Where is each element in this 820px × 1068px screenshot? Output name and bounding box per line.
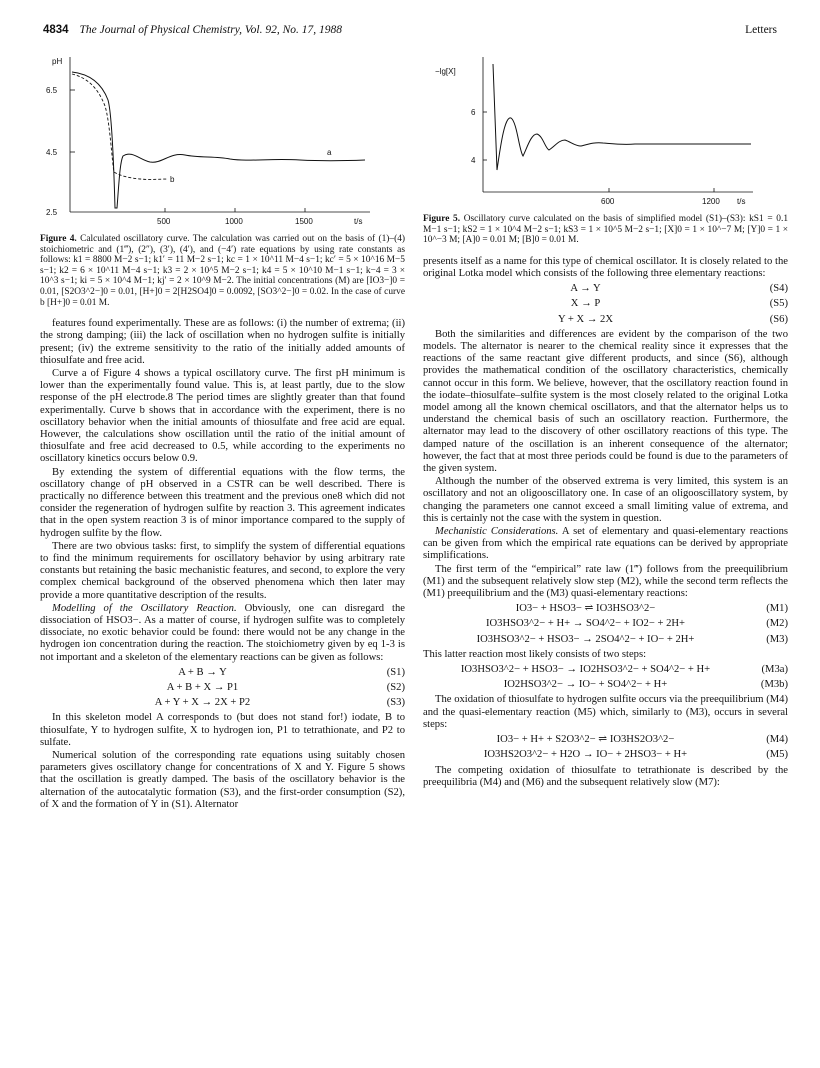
figure-4 [40, 52, 405, 308]
fig4-ytick-6.5: 6.5 [46, 86, 58, 95]
equation-S4: A → Y (S4) [570, 283, 788, 295]
left-paragraph-4: There are two obvious tasks: first, to simplify the system of differential equations to find the minimum requirements for oscillatory behavior by using arbitrary rate constants but retaining the basic mechanistic features, and second, to explore the very complex chemical background of the observed phenomena which then later may provide a more quantitative description of the results. [40, 540, 405, 601]
section-heading-modelling: Modelling of the Oscillatory Reaction. [52, 602, 237, 614]
right-paragraph-1: presents itself as a name for this type of chemical oscillator. It is closely related to the original Lotka model which consists of the following three elementary reactions: [423, 255, 788, 279]
fig4-xtick-1000: 1000 [225, 217, 243, 226]
fig5-ytick-6: 6 [471, 108, 476, 117]
figure-4-caption-text: Calculated oscillatory curve. The calculation was carried out on the basis of (1)–(4) stoichiometric and (1‴), (2″), (3′), (4′), and (−4′) rate equations by using rate constants as follows: k1 = 8800 M−2 s−1; k1′ = 11 M−2 s−1; kc = 1 × 10^11 M−4 s−1; kc′ = 5 × 10^16 M−5 s−1; k2 = 6 × 10^11 M−4 s−1; k3 = 2 × 10^5 M−2 s−1; k4 = 5 × 10^10 M−1 s−1; k−4 = 3 × 10^3 s−1; ki = 5 × 10^4 M−1; kj′ = 2 × 10^9 M−2. The initial concentrations (M) are [IO3−]0 = 0.01, [S2O3^2−]0 = 0.01, [H+]0 = 2[H2SO4]0 = 0.0092, [SO3^2−]0 = 0.02. In the case of curve b [H+]0 = 0.01 M. [40, 234, 406, 308]
figure-5-caption-label: Figure 5. [423, 214, 461, 224]
section-heading-mechanistic: Mechanistic Considerations. [435, 526, 559, 538]
equation-S1: A + B → Y (S1) [178, 666, 405, 678]
equation-M1: IO3− + HSO3− ⇌ IO3HSO3^2− (M1) [515, 603, 788, 615]
fig5-curve [493, 64, 751, 170]
fig5-xtick-1200: 1200 [702, 197, 720, 206]
equation-M4: IO3− + H+ + S2O3^2− ⇌ IO3HS2O3^2− (M4) [496, 734, 788, 746]
left-paragraph-7: Numerical solution of the corresponding rate equations using suitably chosen parameters gives oscillatory change for concentrations of X and Y. Figure 5 shows that the oscillation is greatly damped. The basis of the oscillatory behavior is the alternation of the autocatalytic formation (S3), and the first-order consumption (S2), of X and the formation of Y in (S1). Alternator [40, 750, 405, 810]
figure-5-caption-text: Oscillatory curve calculated on the basis of simplified model (S1)–(S3): kS1 = 0.1 M−1 s−1; kS2 = 1 × 10^4 M−2 s−1; kS3 = 1 × 10^5 M−2 s−1; [X]0 = 1 × 10^−7 M; [Y]0 = 1 × 10^−3 M; [A]0 = 0.01 M; [B]0 = 0.01 M. [423, 214, 789, 246]
equation-M3: IO3HSO3^2− + HSO3− → 2SO4^2− + IO− + 2H+ (M3) [476, 633, 788, 645]
fig4-ytick-2.5: 2.5 [46, 208, 58, 217]
fig4-curve-b [72, 74, 168, 179]
right-paragraph-3: Although the number of the observed extrema is very limited, this system is an oscillatory and not an oligooscillatory one. In case of an oligooscillatory system, by changing the parameters one cannot exceed a small limiting value of extrema, and this is certainly not the case with the system in question. [423, 476, 788, 524]
fig4-curve-a [72, 72, 365, 208]
left-paragraph-5: Modelling of the Oscillatory Reaction. Obviously, one can disregard the dissociation of HSO3−. As a matter of course, if hydrogen sulfite was to completely dissociate, no exotic behavior could be found: there would not be any change in the hydrogen ion concentration during the reaction. The stoichiometry given by eq 1-3 is not important and a skeleton of the elementary reactions can be given as follows: [40, 602, 405, 663]
left-paragraph-1: features found experimentally. These are as follows: (i) the number of extrema; (ii) the strong damping; (iii) the lack of oscillation when no hydrogen sulfite is initially present; (iv) the extreme sensitivity to the ratio of the initially added amounts of thiosulfate and free acid. [40, 318, 405, 366]
equation-S3: A + Y + X → 2X + P2 (S3) [154, 697, 405, 709]
figure-4-plot [40, 52, 405, 232]
figure-4-caption [40, 234, 405, 308]
equation-M3b: IO2HSO3^2− → IO− + SO4^2− + H+ (M3b) [503, 679, 788, 691]
left-paragraph-6: In this skeleton model A corresponds to (but does not stand for!) iodate, B to thiosulfate, Y to hydrogen sulfite, X to hydrogen ion, P1 to tetrathionate, and P2 to sulfate. [40, 712, 405, 748]
page-header [43, 24, 777, 40]
equation-M5: IO3HS2O3^2− + H2O → IO− + 2HSO3− + H+ (M5) [483, 749, 788, 761]
section-label: Letters [745, 24, 777, 36]
fig4-curve-b-label: b [170, 175, 175, 184]
fig5-xtick-600: 600 [601, 197, 615, 206]
fig4-xtick-1500: 1500 [295, 217, 313, 226]
equation-S2: A + B + X → P1 (S2) [166, 682, 405, 694]
equation-M3a: IO3HSO3^2− + HSO3− → IO2HSO3^2− + SO4^2− + H+ (M3a) [460, 664, 788, 676]
equation-S5: X → P (S5) [570, 298, 788, 310]
figure-5-plot [423, 52, 788, 212]
equation-S6: Y + X → 2X (S6) [557, 313, 788, 325]
fig4-xtick-500: 500 [157, 217, 171, 226]
fig5-ytick-4: 4 [471, 156, 476, 165]
right-paragraph-8: The competing oxidation of thiosulfate to tetrathionate is described by the preequilibria (M4) and (M6) and the subsequent relatively slow (M7): [423, 764, 788, 788]
equation-M2: IO3HSO3^2− + H+ → SO4^2− + IO2− + 2H+ (M2) [486, 618, 788, 630]
right-paragraph-5: The first term of the “empirical” rate law (1‴) follows from the preequilibrium (M1) and the subsequent relatively slow step (M2), while the second term reflects the (M1) preequilibrium and the (M3) quasi-elementary reactions: [423, 563, 788, 600]
fig5-ylabel: −lg[X] [435, 67, 456, 76]
left-paragraph-3: By extending the system of differential equations with the flow terms, the oscillatory change of pH observed in a CSTR can be well described. There is practically no difference between this treatment and the previous one8 which did not consider the regeneration of hydrogen sulfite by reaction 3. This agreement indicates that in the open system reaction 3 is of minor importance compared to the supply of hydrogen sulfite by the flow. [40, 466, 405, 539]
right-paragraph-4: Mechanistic Considerations. A set of elementary and quasi-elementary reactions can be given from which the empirical rate equations can be derived by appropriate simplifications. [423, 526, 788, 562]
fig4-ytick-4.5: 4.5 [46, 148, 58, 157]
figure-5 [423, 52, 788, 246]
right-paragraph-7: The oxidation of thiosulfate to hydrogen sulfite occurs via the preequilibrium (M4) and the quasi-elementary reaction (M5) which, similarly to (M3), occurs in several steps: [423, 694, 788, 730]
figure-4-caption-label: Figure 4. [40, 234, 77, 244]
right-paragraph-2: Both the similarities and differences are evident by the comparison of the two models. The alternator is nearer to the chemical reality since it expresses that the reactions of the same reactant give different products, and since (S6), although provides the mathematical condition of the oscillatory characteristics, chemically cannot occur in this form. We believe, however, that the oscillatory reaction found in the iodate–thiosulfate–sulfite system is the most closely related to the original Lotka model among all the known chemical oscillators, and that the alternator helps us to understand the chemical basis of such an oscillatory reaction. Furthermore, the alternator may lead to the discovery of other oscillatory reactions of this type. The damped nature of the oscillation is an inherent consequence of the alternator; however, the fact that at most three periods could be found is due to the parameters of the given system. [423, 328, 788, 475]
fig4-ylabel: pH [52, 57, 63, 66]
journal-title: The Journal of Physical Chemistry, Vol. 92, No. 17, 1988 [79, 24, 343, 36]
fig5-xlabel: t/s [737, 197, 746, 206]
right-paragraph-6: This latter reaction most likely consists of two steps: [423, 648, 647, 660]
left-paragraph-2: Curve a of Figure 4 shows a typical oscillatory curve. The first pH minimum is lower than the experimentally found value. This is, at least partly, due to the slow response of the pH electrode.8 The period times are slightly greater than that found experimentally. Curve b shows that in accordance with the experiment, there is no oscillatory behavior when the initial amounts of thiosulfate and free acid are equal. However, the calculations show oscillation until the ratio of the initial amount of thiosulfate and free acid decreased to 0.5, while according to the experiments no oscillatory kinetics occurs below 0.9. [40, 367, 405, 465]
fig4-xlabel: t/s [354, 217, 363, 226]
figure-5-caption [423, 214, 788, 246]
page-number: 4834 [43, 24, 69, 36]
right-column [423, 52, 788, 790]
fig4-curve-a-label: a [327, 148, 332, 157]
left-column [40, 52, 405, 812]
